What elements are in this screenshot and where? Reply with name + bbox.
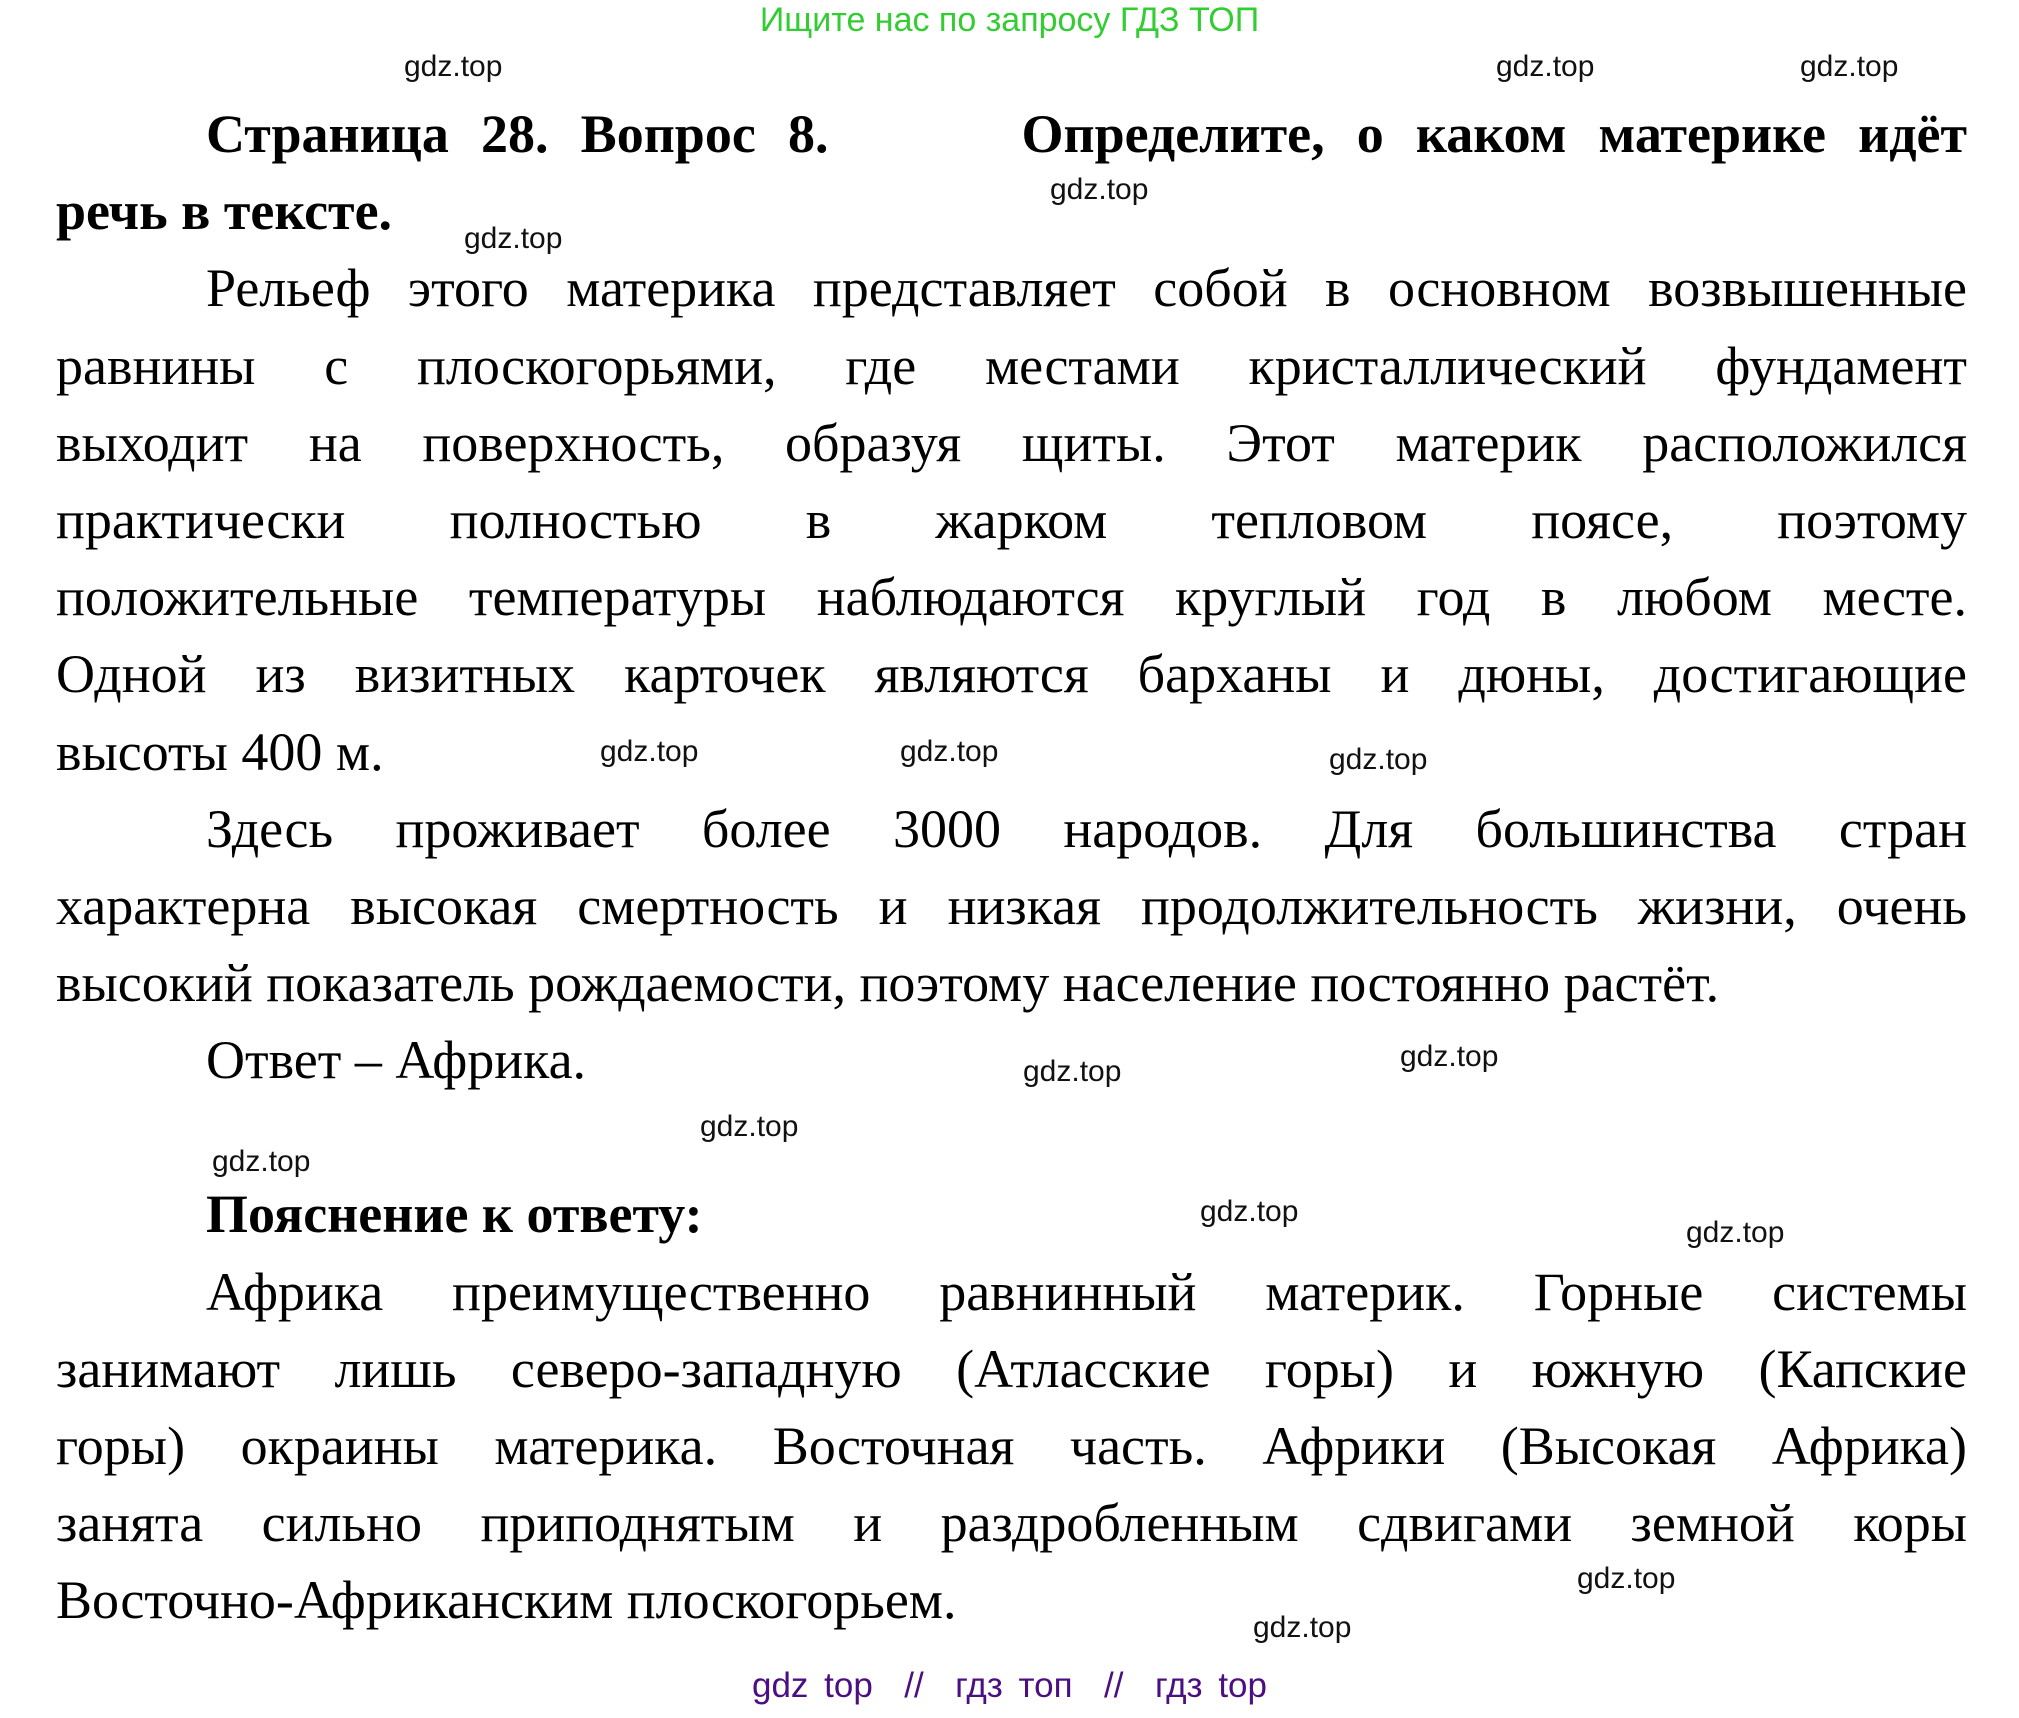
explanation-heading: Пояснение к ответу: xyxy=(206,1184,703,1245)
paragraph-line: характерна высокая смертность и низкая продолжительность жизни, очень xyxy=(56,875,1967,936)
watermark: gdz.top xyxy=(1023,1055,1122,1088)
paragraph-line: горы) окраины материка. Восточная часть. Африки (Высокая Африка) xyxy=(56,1416,1967,1476)
top-banner: Ищите нас по запросу ГДЗ ТОП xyxy=(759,1,1260,39)
watermark: gdz.top xyxy=(212,1145,311,1178)
paragraph-line: Одной из визитных карточек являются барханы и дюны, достигающие xyxy=(56,644,1967,705)
paragraph-line: занята сильно приподнятым и раздробленным сдвигами земной коры xyxy=(56,1493,1967,1554)
watermark: gdz.top xyxy=(464,222,563,255)
paragraph-line: Африка преимущественно равнинный материк. Горные системы xyxy=(206,1261,1967,1322)
paragraph-line: практически полностью в жарком тепловом поясе, поэтому xyxy=(56,489,1967,550)
watermark: gdz.top xyxy=(1577,1562,1676,1595)
watermark: gdz.top xyxy=(1050,173,1149,206)
watermark: gdz.top xyxy=(1800,50,1899,83)
paragraph-line: Здесь проживает более 3000 народов. Для большинства стран xyxy=(206,798,1967,859)
watermark: gdz.top xyxy=(700,1110,799,1143)
paragraph-line: высокий показатель рождаемости, поэтому население постоянно растёт. xyxy=(56,953,1720,1014)
paragraph-2 xyxy=(56,791,1967,1023)
paragraph-line: высоты 400 м. xyxy=(56,721,384,782)
question-heading-line-2: речь в тексте. xyxy=(56,181,393,242)
watermark: gdz.top xyxy=(600,735,699,768)
watermark: gdz.top xyxy=(404,50,503,83)
watermark: gdz.top xyxy=(1329,743,1428,776)
watermark: gdz.top xyxy=(1253,1611,1352,1644)
paragraph-line: положительные температуры наблюдаются круглый год в любом месте. xyxy=(56,567,1967,628)
paragraph-line: Рельеф этого материка представляет собой в основном возвышенные xyxy=(206,258,1967,319)
paragraph-line: равнины с плоскогорьями, где местами кристаллический фундамент xyxy=(56,335,1967,396)
answer: Ответ – Африка. xyxy=(206,1030,587,1091)
watermark: gdz.top xyxy=(900,735,999,768)
watermark: gdz.top xyxy=(1400,1040,1499,1073)
watermark: gdz.top xyxy=(1686,1216,1785,1249)
paragraph-1 xyxy=(56,250,1967,790)
question-heading-line-1: Страница 28. Вопрос 8. Определите, о каком материке идёт xyxy=(206,104,1967,164)
watermark: gdz.top xyxy=(1200,1195,1299,1228)
paragraph-line: выходит на поверхность, образуя щиты. Этот материк расположился xyxy=(56,412,1967,473)
document-body xyxy=(56,96,1967,1640)
paragraph-line: занимают лишь северо-западную (Атласские горы) и южную (Капские xyxy=(56,1338,1967,1399)
paragraph-line: Восточно-Африканским плоскогорьем. xyxy=(56,1570,957,1631)
paragraph-3 xyxy=(56,1254,1967,1640)
watermark: gdz.top xyxy=(1496,50,1595,83)
footer-watermark: gdz top // гдз топ // гдз top xyxy=(752,1666,1267,1705)
